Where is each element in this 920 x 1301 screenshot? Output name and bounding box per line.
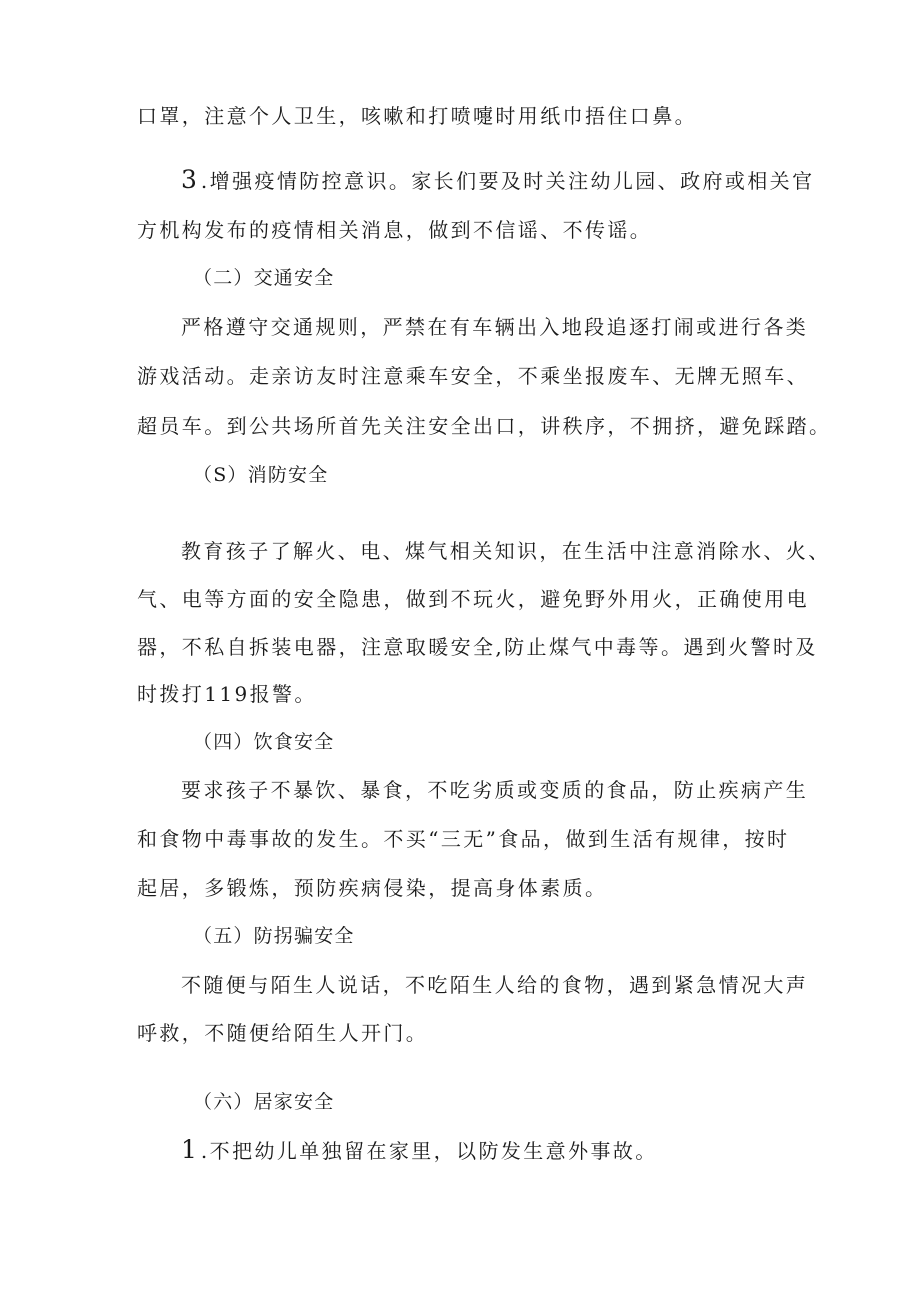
numbered-paragraph-line (181, 1136, 658, 1165)
paragraph-line: 严格遵守交通规则，严禁在有车辆出入地段追逐打闹或进行各类 (181, 315, 809, 339)
paragraph-text: .增强疫情防控意识。家长们要及时关注幼儿园、政府或相关官 (200, 169, 815, 193)
paragraph-line: 时拨打119报警。 (137, 682, 317, 706)
paragraph-line: 不随便与陌生人说话，不吃陌生人给的食物，遇到紧急情况大声 (181, 973, 809, 997)
paragraph-line: 器，不私自拆装电器，注意取暖安全,防止煤气中毒等。遇到火警时及 (137, 635, 818, 659)
paragraph-line: 超员车。到公共场所首先关注安全出口，讲秩序，不拥挤，避免踩踏。 (137, 414, 832, 438)
numbered-paragraph-line (181, 166, 814, 195)
section-heading-fire: （S）消防安全 (193, 464, 329, 486)
paragraph-line: 气、电等方面的安全隐患，做到不玩火，避免野外用火，正确使用电 (137, 587, 809, 611)
paragraph-line: 和食物中毒事故的发生。不买“三无”食品，做到生活有规律，按时 (137, 827, 790, 851)
section-heading-traffic: （二）交通安全 (193, 267, 335, 289)
paragraph-line: 游戏活动。走亲访友时注意乘车安全，不乘坐报废车、无牌无照车、 (137, 364, 809, 388)
paragraph-line: 口罩，注意个人卫生，咳嗽和打喷嚏时用纸巾捂住口鼻。 (137, 104, 697, 128)
section-heading-abduction: （五）防拐骗安全 (193, 925, 355, 947)
paragraph-line: 教育孩子了解火、电、煤气相关知识，在生活中注意消除水、火、 (181, 539, 831, 563)
item-number: 1 (181, 1135, 197, 1164)
section-heading-home: （六）居家安全 (193, 1091, 335, 1113)
paragraph-line: 呼救，不随便给陌生人开门。 (137, 1021, 429, 1045)
item-number: 3 (181, 165, 197, 194)
paragraph-text: .不把幼儿单独留在家里，以防发生意外事故。 (200, 1139, 658, 1163)
paragraph-line: 方机构发布的疫情相关消息，做到不信谣、不传谣。 (137, 218, 653, 242)
paragraph-line: 起居，多锻炼，预防疾病侵染，提高身体素质。 (137, 876, 608, 900)
paragraph-line: 要求孩子不暴饮、暴食，不吃劣质或变质的食品，防止疾病产生 (181, 778, 809, 802)
section-heading-food: （四）饮食安全 (193, 731, 335, 753)
